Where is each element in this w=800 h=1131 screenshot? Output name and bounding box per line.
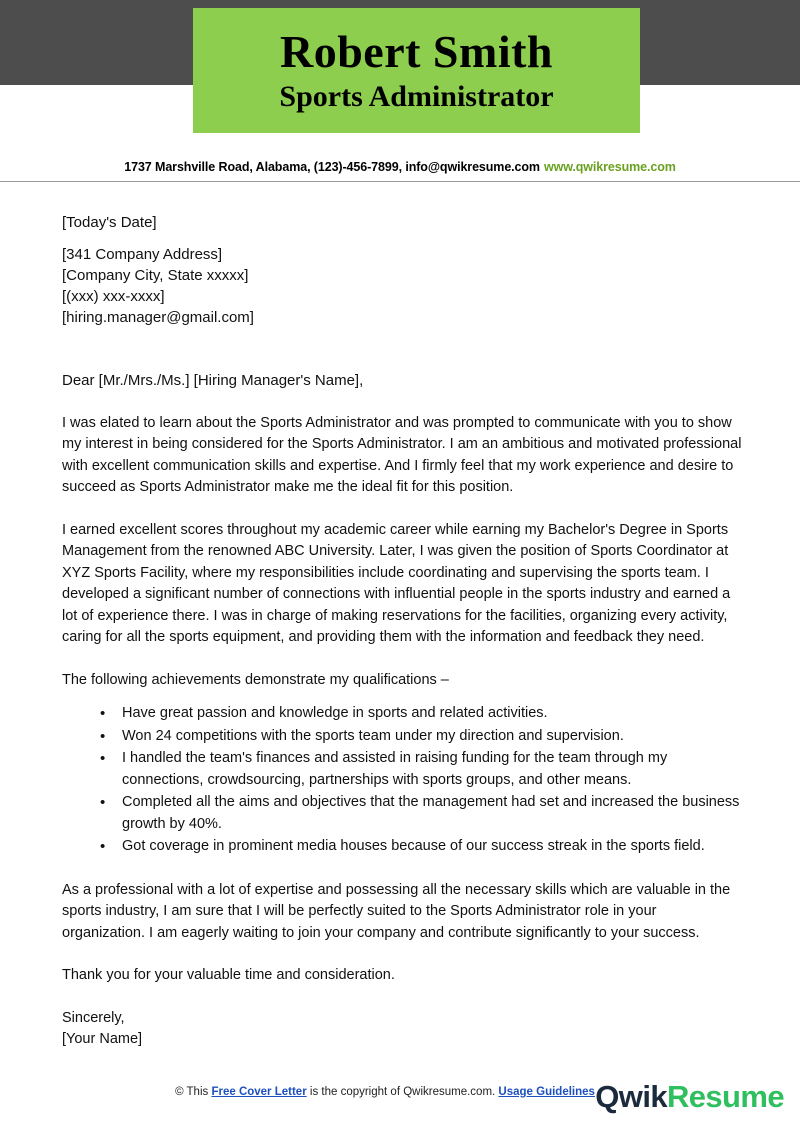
list-item xyxy=(62,748,742,792)
list-item xyxy=(62,836,742,859)
list-item-label: I handled the team's finances and assisted in raising funding for the team through my connections, crowdsourcing, partnerships with sports groups, and other means. xyxy=(122,750,668,788)
recipient-block xyxy=(62,212,742,328)
date-field: [Today's Date] xyxy=(62,214,157,231)
signature-block xyxy=(62,987,742,1051)
contact-details: 1737 Marshville Road, Alabama, (123)-456-7899, info@qwikresume.com xyxy=(124,160,540,174)
copyright-middle: is the copyright of Qwikresume.com. xyxy=(306,1086,499,1098)
usage-guidelines-link[interactable]: Usage Guidelines xyxy=(498,1086,595,1098)
paragraph-2: I earned excellent scores throughout my academic career while earning my Bachelor's Degree in Sports Management from the renowned ABC University. Later, I was given the position of Sports Coordinator at XYZ Sports Facility, where my responsibilities include coordinating and supervising the sports team. I developed a significant number of connections with influential people in the sports industry and earned a lot of experience there. I was in charge of making reservations for the facilities, organizing every activity, caring for all the sports equipment, and providing them with the information and feedback they need. xyxy=(62,521,731,645)
list-item xyxy=(62,726,742,749)
bullet-icon: • xyxy=(100,705,106,722)
applicant-name: Robert Smith xyxy=(279,26,554,78)
company-city-state-zip-field: [Company City, State xxxxx] xyxy=(62,267,249,284)
paragraph-3: As a professional with a lot of expertise and possessing all the necessary skills which are valuable in the sports industry, I am sure that I will be perfectly suited to the Sports Administrator role in your organization. I am eagerly waiting to join your company and contribute significantly to your success. xyxy=(62,881,731,941)
copyright-prefix: © This xyxy=(175,1086,212,1098)
website-link[interactable]: www.qwikresume.com xyxy=(543,160,676,174)
list-item xyxy=(62,703,742,726)
paragraph-1: I was elated to learn about the Sports Administrator and was prompted to communicate with you to show my interest in being considered for the Sports Administrator. I am an ambitious and motivated professional with excellent communication skills and expertise. And I firmly feel that my work experience and desire to succeed as Sports Administrator make me the ideal fit for this position. xyxy=(62,414,742,495)
document-header xyxy=(0,0,800,140)
logo-text-qwik: Qwik xyxy=(595,1079,667,1114)
list-item-label: Won 24 competitions with the sports team under my direction and supervision. xyxy=(122,727,624,744)
bullet-icon: • xyxy=(100,750,106,767)
letter-body xyxy=(0,212,800,1051)
list-item-label: Have great passion and knowledge in sports and related activities. xyxy=(122,705,548,721)
achievements-intro: The following achievements demonstrate my qualifications – xyxy=(62,671,449,688)
spacer xyxy=(62,233,742,244)
bullet-icon: • xyxy=(100,838,106,855)
free-cover-letter-link[interactable]: Free Cover Letter xyxy=(211,1086,307,1098)
document-footer xyxy=(0,1075,800,1121)
achievements-list xyxy=(62,691,742,859)
bullet-icon: • xyxy=(100,727,106,745)
list-item-label: Got coverage in prominent media houses because of our success streak in the sports field. xyxy=(122,838,705,854)
company-phone-field: [(xxx) xxx-xxxx] xyxy=(62,288,165,305)
qwikresume-logo[interactable] xyxy=(595,1079,784,1115)
thank-you-line: Thank you for your valuable time and consideration. xyxy=(62,967,395,983)
list-item xyxy=(62,792,742,836)
company-email-field: [hiring.manager@gmail.com] xyxy=(62,309,254,326)
header-divider xyxy=(0,181,800,182)
list-item-label: Completed all the aims and objectives that the management had set and increased the business growth by 40%. xyxy=(122,794,740,832)
logo-text-resume: Resume xyxy=(666,1079,784,1114)
sign-off: Sincerely, xyxy=(62,1009,125,1026)
signature-name: [Your Name] xyxy=(62,1031,143,1047)
name-title-box xyxy=(193,8,640,133)
contact-line xyxy=(0,140,800,181)
applicant-job-title: Sports Administrator xyxy=(279,80,554,114)
salutation: Dear [Mr./Mrs./Ms.] [Hiring Manager's Name], xyxy=(62,372,364,389)
bullet-icon: • xyxy=(100,794,106,811)
company-address-field: [341 Company Address] xyxy=(62,246,223,263)
